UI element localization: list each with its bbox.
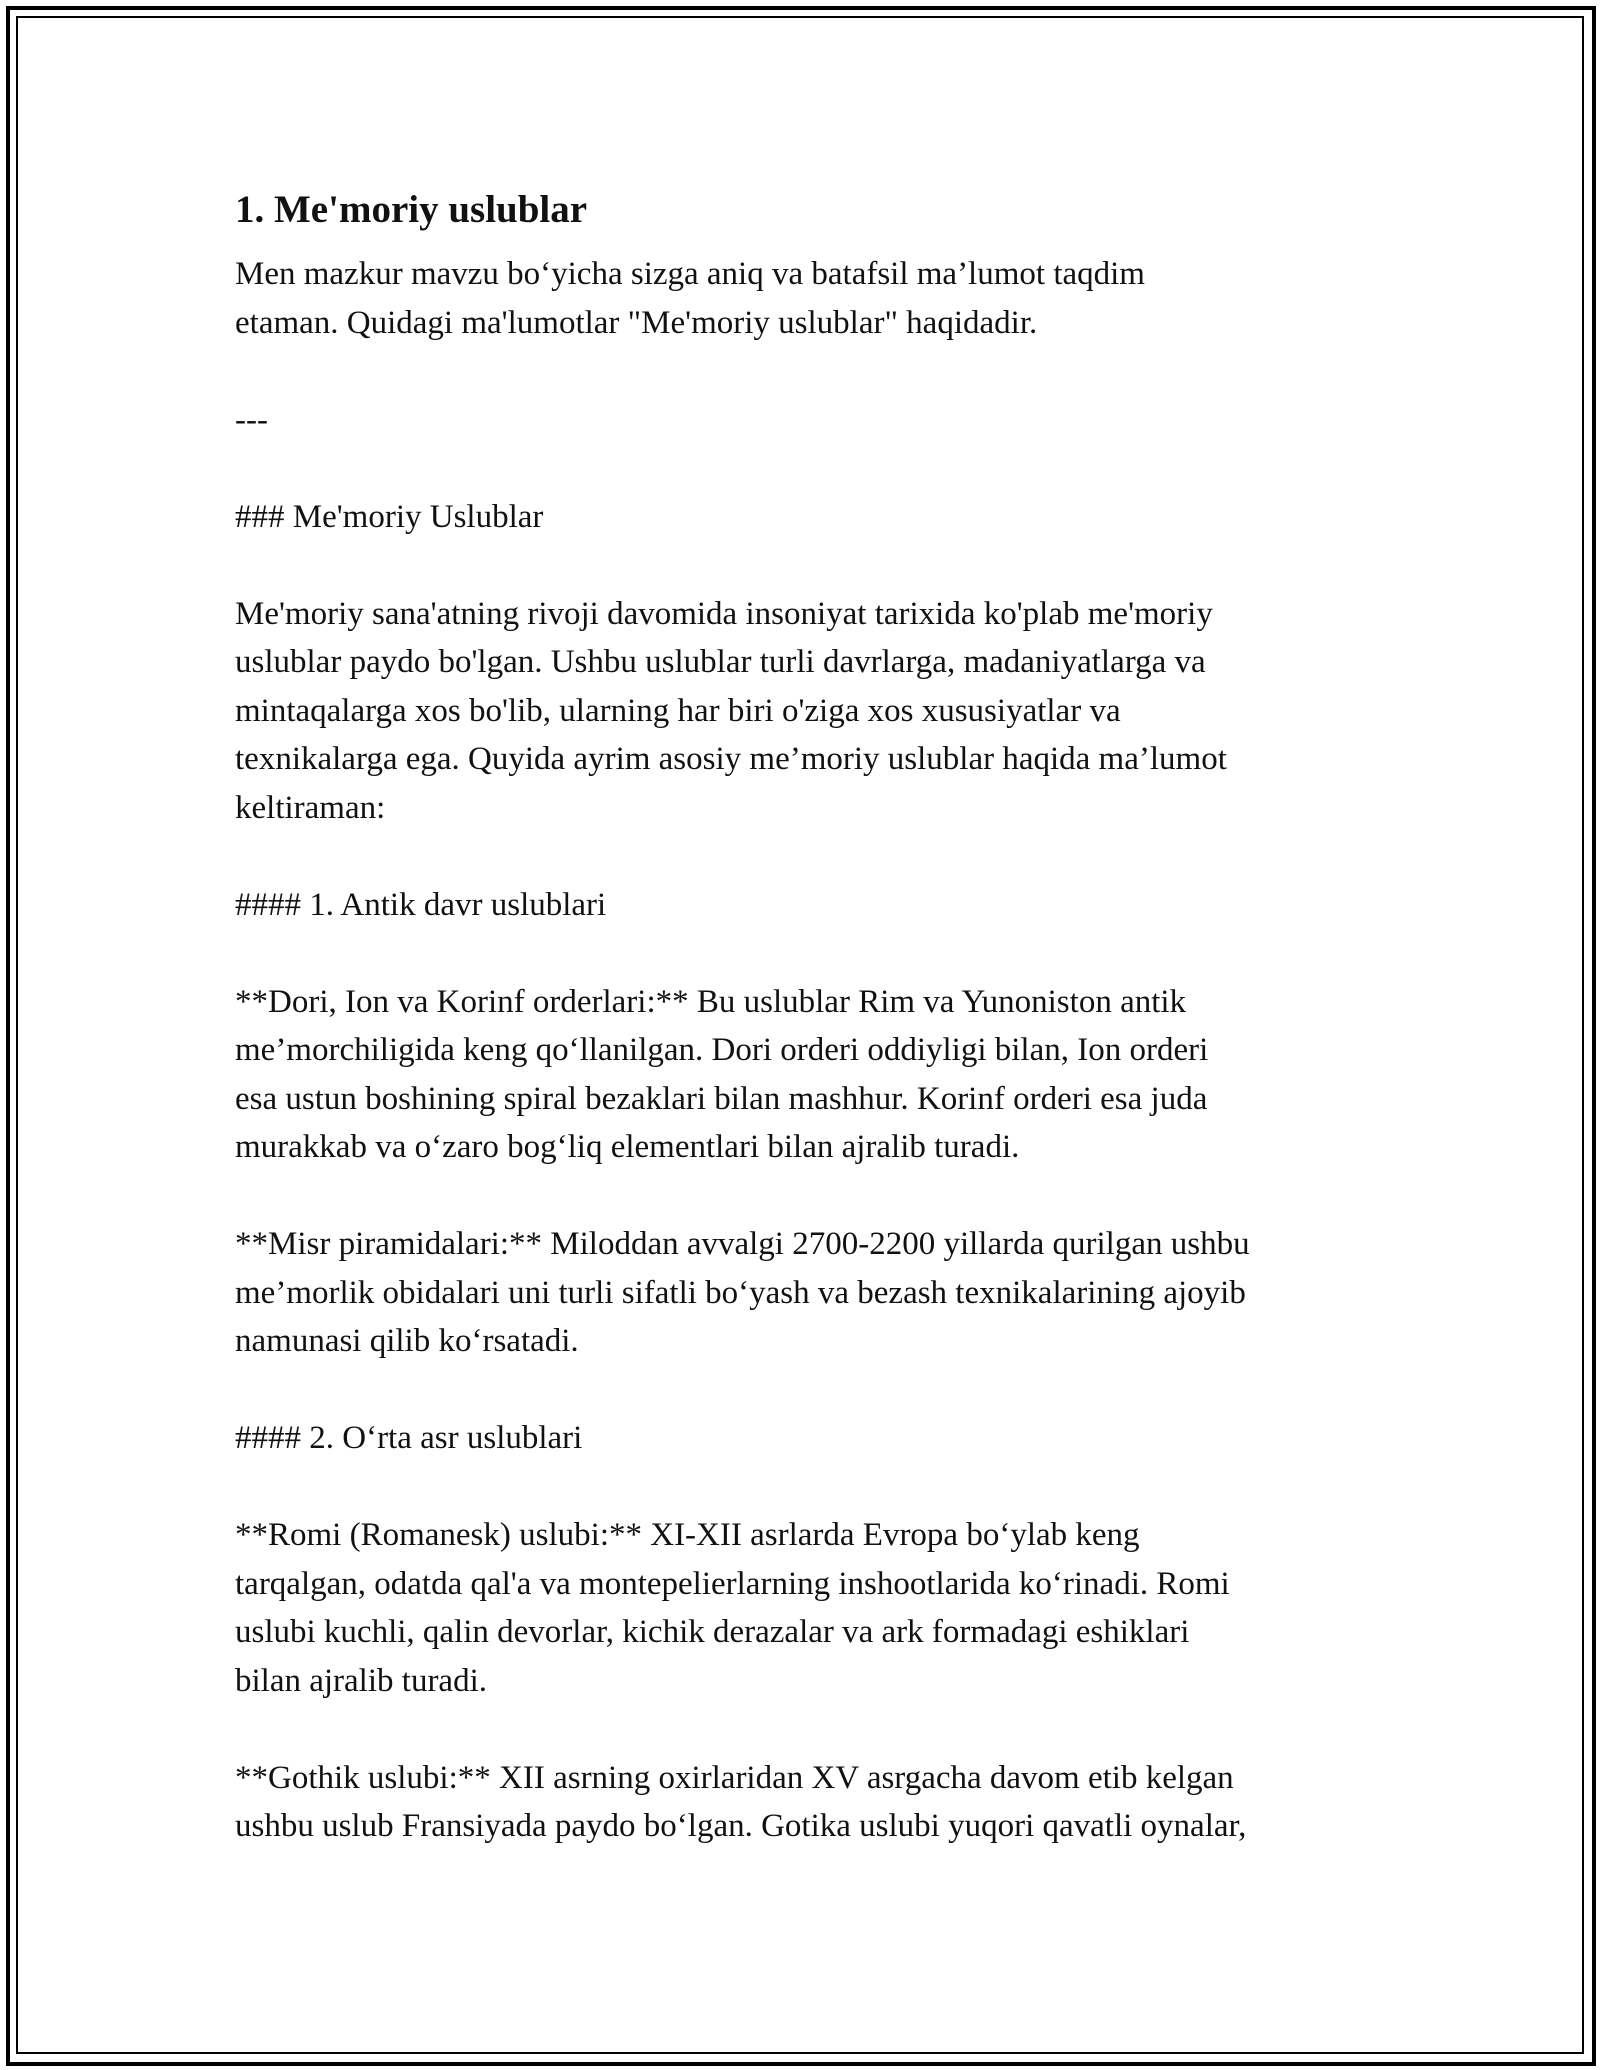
text-line: tarqalgan, odatda qal'a va montepelierlarning inshootlarida ko‘rinadi. Romi bbox=[235, 1565, 1230, 1602]
section-heading-text: ### Me'moriy Uslublar bbox=[235, 498, 544, 535]
separator bbox=[235, 396, 1375, 445]
intro-paragraph bbox=[235, 250, 1375, 347]
text-line: texnikalarga ega. Quyida ayrim asosiy me’moriy uslublar haqida ma’lumot bbox=[235, 741, 1227, 777]
orders-paragraph bbox=[235, 978, 1375, 1172]
pyramids-paragraph bbox=[235, 1220, 1375, 1366]
text-line: **Dori, Ion va Korinf orderlari:** Bu uslublar Rim va Yunoniston antik bbox=[235, 983, 1187, 1020]
gothic-paragraph bbox=[235, 1754, 1375, 1851]
document-body bbox=[235, 186, 1375, 1899]
document-title: 1. Me'moriy uslublar bbox=[235, 188, 588, 231]
romanesque-paragraph bbox=[235, 1511, 1375, 1705]
section-heading bbox=[235, 493, 1375, 542]
text-line: Me'moriy sana'atning rivoji davomida insoniyat tarixida ko'plab me'moriy bbox=[235, 595, 1213, 632]
text-line: **Gothik uslubi:** XII asrning oxirlaridan XV asrgacha davom etib kelgan bbox=[235, 1759, 1234, 1796]
text-line: etaman. Quidagi ma'lumotlar "Me'moriy uslublar" haqidadir. bbox=[235, 304, 1038, 341]
text-line: me’morlik obidalari uni turli sifatli bo‘yash va bezash texnikalarining ajoyib bbox=[235, 1274, 1246, 1311]
text-line: mintaqalarga xos bo'lib, ularning har biri o'ziga xos xususiyatlar va bbox=[235, 692, 1121, 729]
separator-text: --- bbox=[235, 401, 268, 438]
text-line: me’morchiligida keng qo‘llanilgan. Dori orderi oddiyligi bilan, Ion orderi bbox=[235, 1032, 1209, 1068]
subheading-text: #### 1. Antik davr uslublari bbox=[235, 886, 607, 923]
text-line: uslublar paydo bo'lgan. Ushbu uslublar turli davrlarga, madaniyatlarga va bbox=[235, 644, 1206, 680]
overview-paragraph bbox=[235, 590, 1375, 833]
text-line: uslubi kuchli, qalin devorlar, kichik derazalar va ark formadagi eshiklari bbox=[235, 1614, 1190, 1650]
text-line: murakkab va o‘zaro bog‘liq elementlari bilan ajralib turadi. bbox=[235, 1129, 1020, 1165]
subheading-antik bbox=[235, 881, 1375, 930]
text-line: keltiraman: bbox=[235, 789, 386, 826]
text-line: esa ustun boshining spiral bezaklari bilan mashhur. Korinf orderi esa juda bbox=[235, 1080, 1208, 1117]
text-line: **Romi (Romanesk) uslubi:** XI-XII asrlarda Evropa bo‘ylab keng bbox=[235, 1517, 1140, 1553]
text-line: **Misr piramidalari:** Miloddan avvalgi 2700-2200 yillarda qurilgan ushbu bbox=[235, 1226, 1250, 1262]
text-line: ushbu uslub Fransiyada paydo bo‘lgan. Gotika uslubi yuqori qavatli oynalar, bbox=[235, 1808, 1247, 1844]
subheading-orta-asr bbox=[235, 1414, 1375, 1463]
subheading-text: #### 2. O‘rta asr uslublari bbox=[235, 1420, 583, 1456]
text-line: bilan ajralib turadi. bbox=[235, 1662, 487, 1699]
text-line: Men mazkur mavzu bo‘yicha sizga aniq va batafsil ma’lumot taqdim bbox=[235, 256, 1145, 292]
text-line: namunasi qilib ko‘rsatadi. bbox=[235, 1323, 579, 1359]
